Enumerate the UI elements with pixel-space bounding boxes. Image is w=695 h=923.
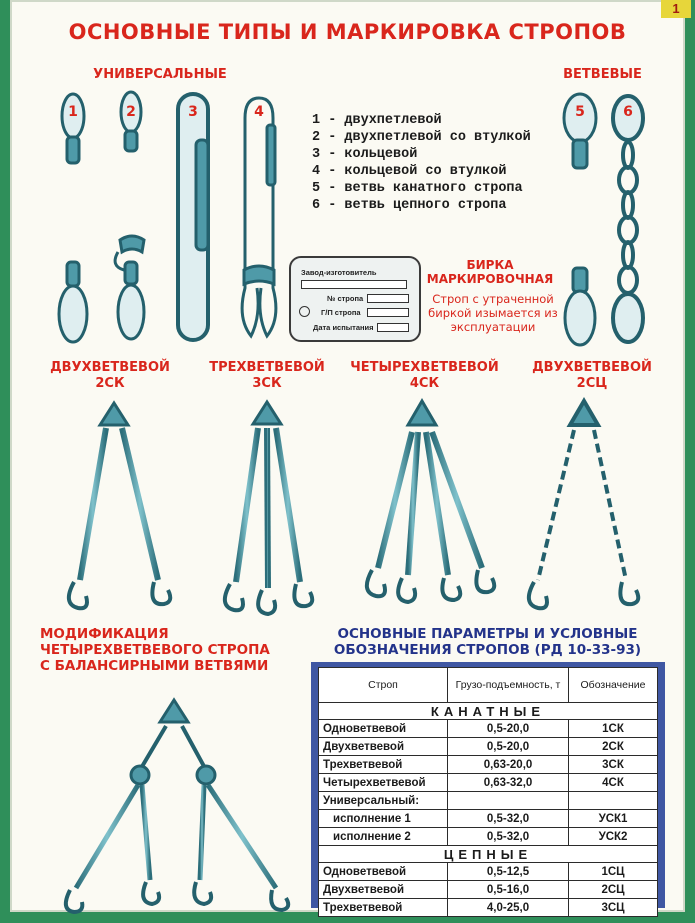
table-section: ЦЕПНЫЕ xyxy=(319,846,658,863)
table-section: КАНАТНЫЕ xyxy=(319,703,658,720)
sling-legend xyxy=(312,112,531,214)
table-row: Универсальный: xyxy=(319,792,658,810)
legend-item: 5 - ветвь канатного стропа xyxy=(312,181,523,196)
multi-leg-title: ДВУХВЕТВЕВОЙ 2СЦ xyxy=(532,360,652,391)
marking-tag xyxy=(289,256,421,342)
sling-2-two-loop-bushing xyxy=(115,92,144,339)
page-number: 1 xyxy=(661,0,691,18)
parameters-table xyxy=(318,667,658,917)
legend-item: 4 - кольцевой со втулкой xyxy=(312,164,507,179)
sling-1-two-loop xyxy=(59,94,87,342)
modification-title: МОДИФИКАЦИЯ ЧЕТЫРЕХВЕТВЕВОГО СТРОПА С БАЛАНСИРНЫМИ ВЕТВЯМИ xyxy=(40,626,270,674)
table-row: Двухветвевой 0,5-16,0 2СЦ xyxy=(319,881,658,899)
group-label-branch: ВЕТВЕВЫЕ xyxy=(563,67,642,82)
table-header: Строп xyxy=(319,668,448,703)
multi-leg-title: ТРЕХВЕТВЕВОЙ 3СК xyxy=(209,360,325,391)
sling-3-ring xyxy=(178,94,208,340)
table-row: Трехветвевой 0,63-20,0 3СК xyxy=(319,756,658,774)
tag-test-date: Дата испытания xyxy=(313,323,374,332)
sling-balancer-illustration xyxy=(66,700,288,912)
table-row: Двухветвевой 0,5-20,0 2СК xyxy=(319,738,658,756)
tag-field xyxy=(367,308,409,317)
legend-item: 6 - ветвь цепного стропа xyxy=(312,198,507,213)
sling-number-2: 2 xyxy=(126,104,136,120)
table-row: исполнение 2 0,5-32,0 УСК2 xyxy=(319,828,658,846)
table-row: Четырехветвевой 0,63-32,0 4СК xyxy=(319,774,658,792)
sling-number-1: 1 xyxy=(68,104,78,120)
tag-field xyxy=(377,323,409,332)
tag-note-warning: Строп с утраченной биркой изымается из эксплуатации xyxy=(428,292,558,334)
table-title: ОСНОВНЫЕ ПАРАМЕТРЫ И УСЛОВНЫЕ ОБОЗНАЧЕНИЯ СТРОПОВ (РД 10-33-93) xyxy=(333,626,642,658)
legend-item: 3 - кольцевой xyxy=(312,147,418,162)
sling-2sc-illustration xyxy=(529,401,638,608)
multi-leg-title: ДВУХВЕТВЕВОЙ 2СК xyxy=(50,360,170,391)
table-row: Одноветвевой 0,5-12,5 1СЦ xyxy=(319,863,658,881)
page-title: ОСНОВНЫЕ ТИПЫ И МАРКИРОВКА СТРОПОВ xyxy=(68,20,627,44)
multi-leg-title: ЧЕТЫРЕХВЕТВЕВОЙ 4СК xyxy=(350,360,499,391)
tag-sling-no: № стропа xyxy=(327,294,364,303)
tag-field xyxy=(367,294,409,303)
sling-6-chain xyxy=(613,96,643,342)
legend-item: 2 - двухпетлевой со втулкой xyxy=(312,130,531,145)
tag-manufacturer: Завод-изготовитель xyxy=(301,268,377,277)
table-row: Трехветвевой 4,0-25,0 3СЦ xyxy=(319,899,658,917)
parameters-table-frame xyxy=(311,662,665,914)
tag-field xyxy=(301,280,407,289)
sling-4-ring-bushing xyxy=(242,98,276,336)
sling-number-3: 3 xyxy=(188,104,198,120)
table-row: исполнение 1 0,5-32,0 УСК1 xyxy=(319,810,658,828)
tag-note-title: БИРКА МАРКИРОВОЧНАЯ xyxy=(426,258,554,286)
sling-number-6: 6 xyxy=(623,104,633,120)
sling-number-5: 5 xyxy=(575,104,585,120)
legend-item: 1 - двухпетлевой xyxy=(312,113,442,128)
sling-3sk-illustration xyxy=(225,402,312,614)
table-header: Обозначение xyxy=(569,668,658,703)
sling-5-rope-branch xyxy=(564,94,596,345)
sling-number-4: 4 xyxy=(254,104,264,120)
sling-2sk-illustration xyxy=(69,403,170,608)
group-label-universal: УНИВЕРСАЛЬНЫЕ xyxy=(93,67,227,82)
table-header: Грузо-подъемность, т xyxy=(448,668,569,703)
sling-4sk-illustration xyxy=(367,401,494,602)
tag-capacity: Г/П стропа xyxy=(321,308,361,317)
tag-hole xyxy=(299,306,310,317)
table-row: Одноветвевой 0,5-20,0 1СК xyxy=(319,720,658,738)
